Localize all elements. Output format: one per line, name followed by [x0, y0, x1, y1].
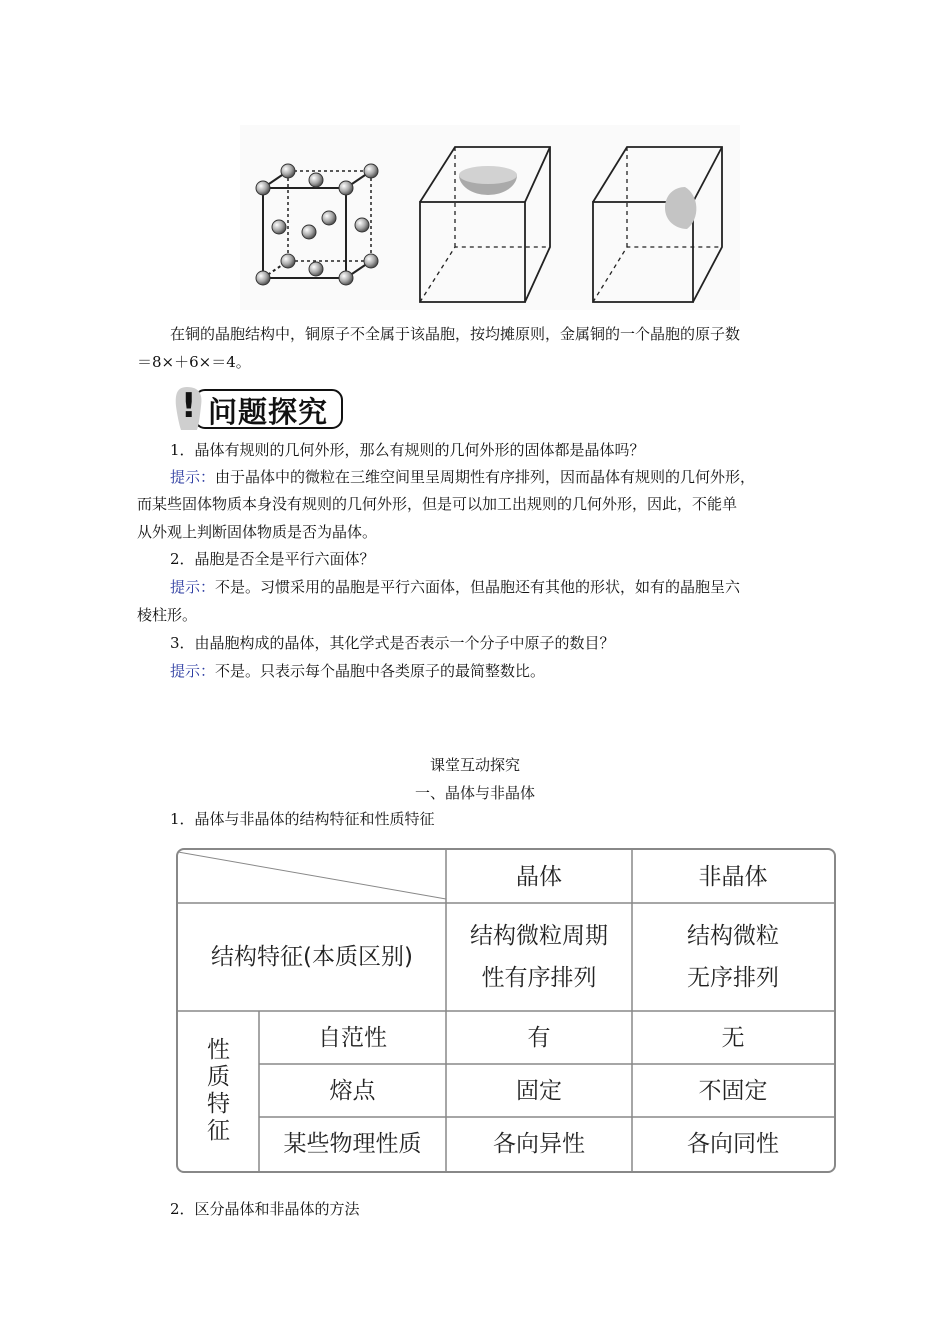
exclamation-icon: ! [181, 386, 197, 426]
question-3: 3．由晶胞构成的晶体，其化学式是否表示一个分子中原子的数目？ [170, 634, 615, 652]
row-structure-crystal: 结构微粒周期 性有序排列 [470, 923, 608, 991]
property-group-label: 性 质 特 征 [207, 1037, 230, 1144]
row-structure-amorphous: 结构微粒 无序排列 [687, 923, 779, 991]
item-2-heading: 2．区分晶体和非晶体的方法 [170, 1200, 360, 1218]
intro-line-1: 在铜的晶胞结构中，铜原子不全属于该晶胞，按均摊原则，金属铜的一个晶胞的原子数 [170, 325, 741, 343]
row-amorphous-value: 各向同性 [687, 1131, 779, 1157]
row-crystal-value: 固定 [516, 1077, 562, 1104]
hint-label: 提示： [170, 662, 216, 680]
intro-line-2: ＝8×＋6×＝4。 [137, 353, 251, 371]
hint-label: 提示： [170, 468, 216, 486]
section-title: 课堂互动探究 [429, 756, 520, 774]
header-crystal: 晶体 [516, 863, 562, 890]
row-label: 熔点 [329, 1077, 376, 1104]
answer-1-line-1: 提示：由于晶体中的微粒在三维空间里呈周期性有序排列，因而晶体有规则的几何外形， [170, 468, 756, 486]
unit-cell-figure [240, 125, 740, 310]
row-crystal-value: 有 [527, 1024, 551, 1051]
answer-1-line-2: 而某些固体物质本身没有规则的几何外形，但是可以加工出规则的几何外形，因此，不能单 [137, 495, 738, 513]
question-2: 2．晶胞是否全是平行六面体？ [170, 550, 375, 568]
answer-2-line-2: 棱柱形。 [137, 606, 198, 624]
row-label: 自范性 [318, 1024, 387, 1051]
item-1-heading: 1．晶体与非晶体的结构特征和性质特征 [170, 810, 435, 828]
header-amorphous: 非晶体 [698, 863, 768, 890]
crystal-comparison-table [176, 848, 836, 1173]
row-amorphous-value: 不固定 [698, 1077, 768, 1104]
answer-3-line-1: 提示：不是。只表示每个晶胞中各类原子的最简整数比。 [170, 662, 546, 680]
row-crystal-value: 各向异性 [493, 1131, 585, 1157]
subsection-title: 一、晶体与非晶体 [414, 784, 535, 802]
question-1: 1．晶体有规则的几何外形，那么有规则的几何外形的固体都是晶体吗？ [170, 441, 645, 459]
row-structure-label: 结构特征(本质区别) [211, 944, 413, 970]
hint-label: 提示： [170, 578, 216, 596]
row-label: 某些物理性质 [283, 1131, 422, 1157]
answer-2-line-1: 提示：不是。习惯采用的晶胞是平行六面体，但晶胞还有其他的形状，如有的晶胞呈六 [170, 578, 741, 596]
answer-1-line-3: 从外观上判断固体物质是否为晶体。 [137, 523, 378, 541]
row-amorphous-value: 无 [721, 1024, 745, 1051]
section-banner-title: 问题探究 [208, 395, 329, 429]
